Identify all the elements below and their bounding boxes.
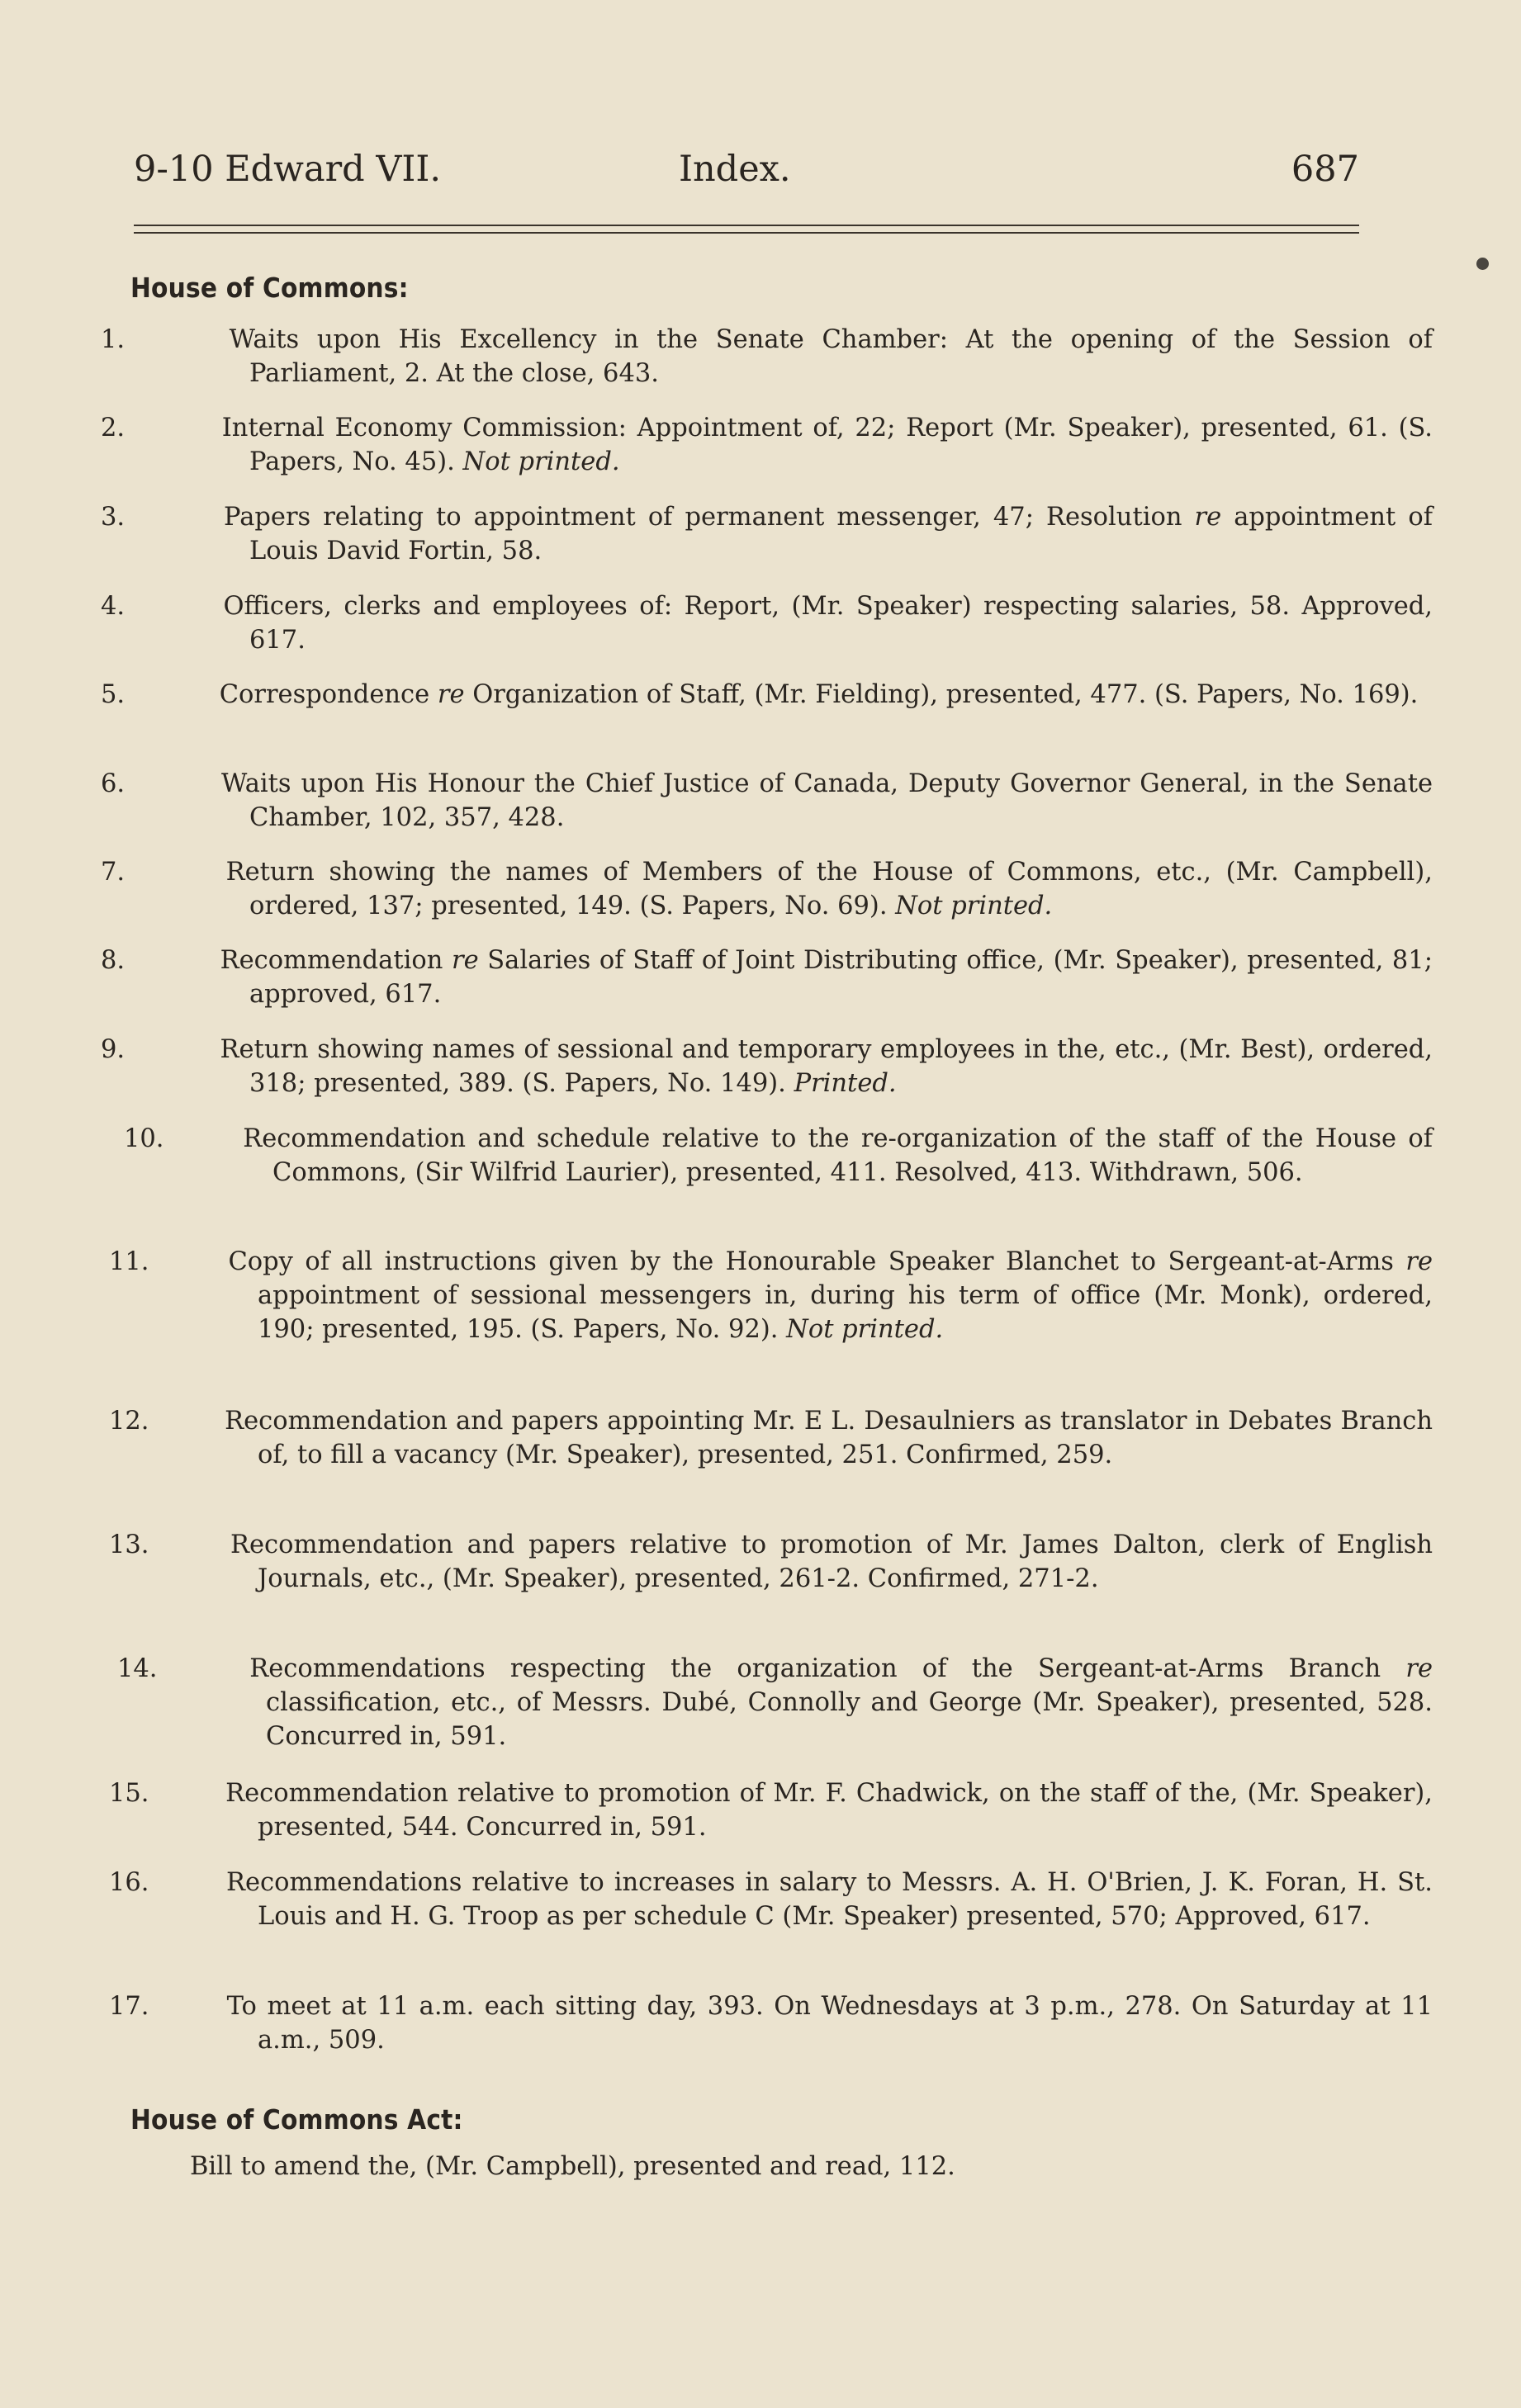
entry-text: Waits upon His Excellency in the Senate Chamber: At the opening of the Session of Parliament, 2. At the close, 643.	[229, 325, 1433, 388]
index-entry	[190, 2150, 1346, 2183]
entry-number: 8.	[101, 946, 126, 975]
running-head	[134, 140, 1359, 198]
entry-text: Internal Economy Commission: Appointment of, 22; Report (Mr. Speaker), presented, 61. (S. Papers, No. 45).	[221, 414, 1433, 476]
entry-text-continued: Organization of Staff, (Mr. Fielding), presented, 477. (S. Papers, No. 169).	[472, 680, 1419, 709]
entry-text: Officers, clerks and employees of: Report, (Mr. Speaker) respecting salaries, 58. Approved, 617.	[223, 592, 1433, 655]
index-entry	[101, 589, 1433, 657]
index-entry	[109, 1776, 1433, 1844]
entry-re-italic: re	[437, 680, 473, 709]
entry-text: Correspondence	[219, 680, 430, 709]
entry-text: Recommendation and schedule relative to the re-organization of the staff of the House of Commons, (Sir Wilfrid Laurier), presented, 411. Resolved, 413. Withdrawn, 506.	[243, 1124, 1433, 1187]
entry-text: Papers relating to appointment of permanent messenger, 47; Resolution	[224, 503, 1182, 532]
entry-text: Return showing the names of Members of the House of Commons, etc., (Mr. Campbell), ordered, 137; presented, 149. (S. Papers, No. 69).	[225, 858, 1433, 920]
section-heading-house-of-commons: House of Commons:	[130, 272, 409, 304]
entry-text: Recommendation	[220, 946, 443, 975]
index-entry	[101, 500, 1433, 568]
entry-number: 15.	[109, 1779, 149, 1808]
entry-text: Waits upon His Honour the Chief Justice of Canada, Deputy Governor General, in the Senate Chamber, 102, 357, 428.	[221, 769, 1433, 832]
index-entry	[101, 323, 1433, 390]
entry-number: 12.	[109, 1407, 149, 1436]
entry-text: Recommendation and papers appointing Mr. E L. Desaulniers as translator in Debates Branch of, to fill a vacancy (Mr. Speaker), presented, 251. Confirmed, 259.	[225, 1407, 1433, 1469]
index-entry	[101, 944, 1433, 1011]
entry-text: Copy of all instructions given by the Honourable Speaker Blanchet to Sergeant-at-Arms	[228, 1247, 1394, 1276]
index-entry	[101, 767, 1433, 835]
entry-number: 4.	[101, 592, 126, 621]
entry-number: 16.	[109, 1868, 149, 1897]
entry-re-italic: re	[1194, 503, 1234, 532]
index-entry	[101, 678, 1433, 712]
entry-text-continued: classification, etc., of Messrs. Dubé, Connolly and George (Mr. Speaker), presented, 528. Concurred in, 591.	[266, 1688, 1433, 1751]
index-entry	[109, 1245, 1433, 1346]
entry-text: Bill to amend the, (Mr. Campbell), presented and read, 112.	[190, 2152, 955, 2181]
section-heading-house-of-commons-act: House of Commons Act:	[130, 2103, 463, 2136]
entry-text-continued: appointment of sessional messengers in, during his term of office (Mr. Monk), ordered, 190; presented, 195. (S. Papers, No. 92).	[258, 1281, 1433, 1344]
header-rule-top	[134, 225, 1359, 226]
entry-note-italic: Printed.	[794, 1069, 897, 1098]
entry-note-italic: Not printed.	[786, 1315, 944, 1344]
entry-number: 3.	[101, 503, 126, 532]
entry-number: 9.	[101, 1035, 126, 1064]
entry-number: 2.	[101, 414, 126, 442]
entry-number: 14.	[117, 1654, 158, 1683]
entry-note-italic: Not printed.	[895, 892, 1053, 920]
entry-number: 5.	[101, 680, 126, 709]
entry-re-italic: re	[1405, 1654, 1433, 1683]
index-entry	[109, 1404, 1433, 1472]
index-entry	[124, 1122, 1433, 1190]
header-title: Index.	[679, 149, 791, 190]
index-entry	[109, 1528, 1433, 1596]
entry-number: 7.	[101, 858, 126, 887]
entry-text: Recommendations relative to increases in salary to Messrs. A. H. O'Brien, J. K. Foran, H. St. Louis and H. G. Troop as per schedule C (Mr. Speaker) presented, 570; Approved, 617.	[225, 1868, 1433, 1931]
index-entry	[109, 1989, 1433, 2057]
entry-text-continued: appointment of Louis David Fortin, 58.	[249, 503, 1433, 565]
entry-text: Recommendation relative to promotion of Mr. F. Chadwick, on the staff of the, (Mr. Speaker), presented, 544. Concurred in, 591.	[225, 1779, 1433, 1842]
header-rule-bottom	[134, 232, 1359, 234]
entry-number: 6.	[101, 769, 126, 798]
entry-re-italic: re	[451, 946, 488, 975]
entry-text: To meet at 11 a.m. each sitting day, 393. On Wednesdays at 3 p.m., 278. On Saturday at 11 a.m., 509.	[226, 1992, 1433, 2055]
index-entry	[101, 855, 1433, 923]
entry-note-italic: Not printed.	[462, 447, 620, 476]
entry-number: 11.	[109, 1247, 149, 1276]
index-entry	[101, 1033, 1433, 1100]
entry-number: 17.	[109, 1992, 149, 2021]
entry-re-italic: re	[1405, 1247, 1433, 1276]
entry-number: 13.	[109, 1530, 149, 1559]
index-entry	[109, 1866, 1433, 1933]
header-regnal-year: 9-10 Edward VII.	[134, 149, 442, 190]
entry-number: 10.	[124, 1124, 164, 1153]
entry-text: Recommendation and papers relative to promotion of Mr. James Dalton, clerk of English Journals, etc., (Mr. Speaker), presented, 261-2. Confirmed, 271-2.	[230, 1530, 1433, 1593]
entry-text: Recommendations respecting the organization of the Sergeant-at-Arms Branch	[249, 1654, 1381, 1683]
entry-number: 1.	[101, 325, 126, 354]
entry-text-continued: Salaries of Staff of Joint Distributing office, (Mr. Speaker), presented, 81; approved, 617.	[249, 946, 1433, 1009]
ink-spot	[1476, 258, 1489, 270]
page-number: 687	[1291, 149, 1359, 190]
index-entry	[101, 411, 1433, 479]
entry-text: Return showing names of sessional and temporary employees in the, etc., (Mr. Best), ordered, 318; presented, 389. (S. Papers, No. 149).	[220, 1035, 1433, 1098]
index-entry	[117, 1652, 1433, 1753]
